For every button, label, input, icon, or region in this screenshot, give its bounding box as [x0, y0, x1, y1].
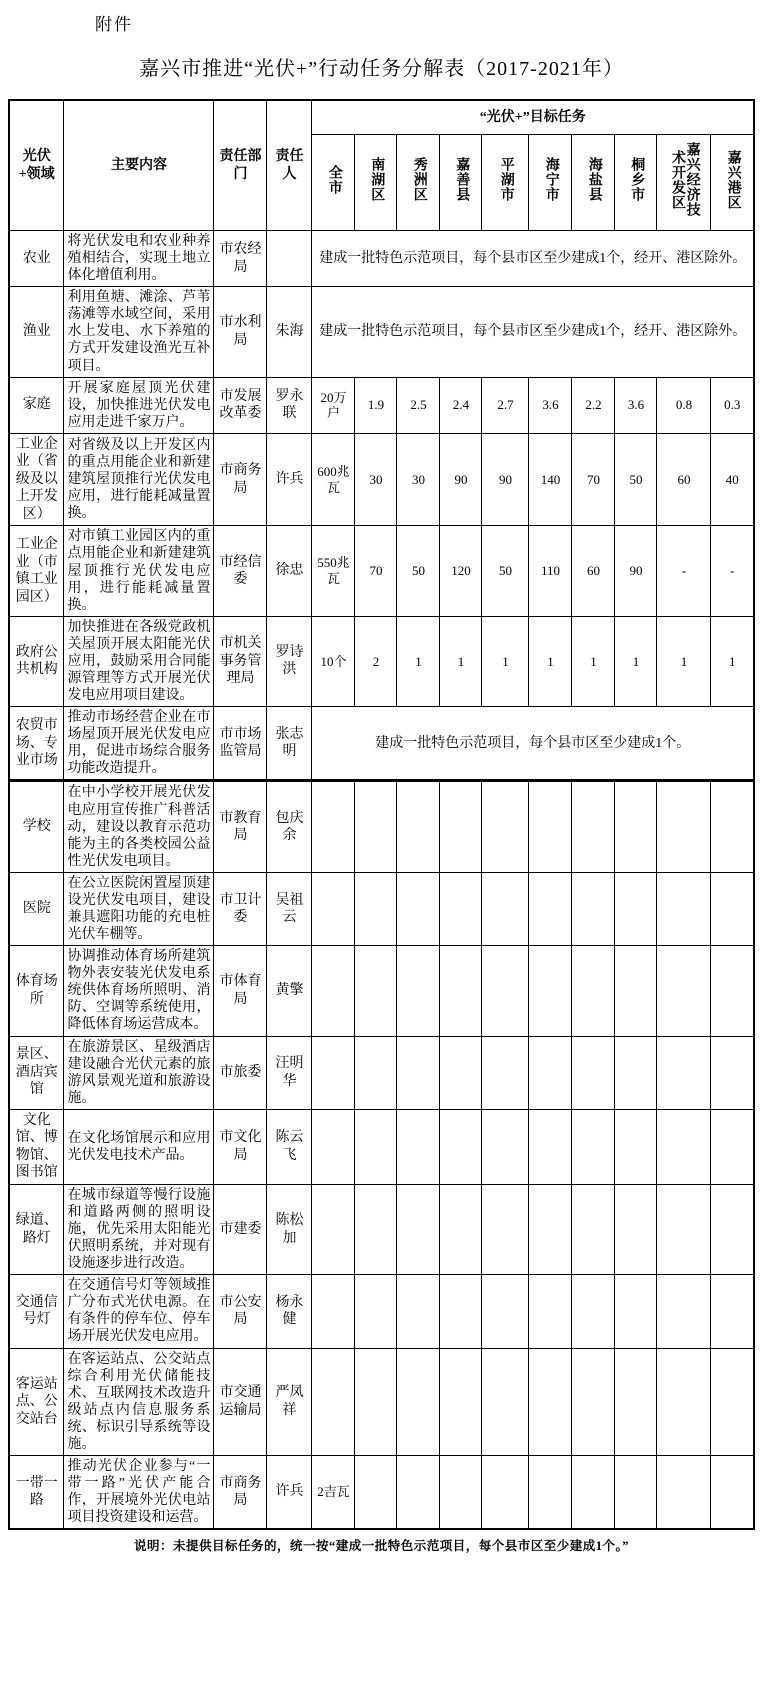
row-department-cell: 市市场监管局: [214, 707, 267, 781]
row-target-cell: [615, 1456, 657, 1530]
task-table-header: [9, 100, 754, 231]
row-department-cell: 市商务局: [214, 433, 267, 526]
row-target-cell: [397, 1109, 440, 1184]
row-target-cell: [397, 1456, 440, 1530]
row-target-cell: [711, 1184, 754, 1274]
row-target-cell: [440, 872, 482, 945]
row-target-cell: [312, 781, 355, 872]
table-row: [9, 526, 754, 616]
row-field-cell: 学校: [9, 781, 64, 872]
row-target-span-cell: 建成一批特色示范项目，每个县市区至少建成1个，经开、港区除外。: [312, 231, 754, 287]
table-row: [9, 1275, 754, 1348]
row-target-cell: [657, 946, 711, 1036]
table-row: [9, 1036, 754, 1109]
row-department-cell: 市商务局: [214, 1456, 267, 1530]
row-department-cell: 市机关事务管理局: [214, 616, 267, 706]
row-target-cell: [397, 1348, 440, 1455]
row-target-cell: [355, 1109, 397, 1184]
header-region-label: 海宁市: [543, 157, 559, 202]
row-target-cell: 3.6: [529, 377, 572, 433]
row-target-cell: 10个: [312, 616, 355, 706]
header-target-group: “光伏+”目标任务: [312, 100, 754, 134]
row-target-cell: [657, 1456, 711, 1530]
row-target-cell: [440, 1275, 482, 1348]
row-target-cell: [615, 1036, 657, 1109]
row-target-cell: [529, 781, 572, 872]
row-department-cell: 市建委: [214, 1184, 267, 1274]
row-target-cell: [615, 1184, 657, 1274]
row-department-cell: 市旅委: [214, 1036, 267, 1109]
table-row: [9, 377, 754, 433]
table-row: [9, 1456, 754, 1530]
row-target-cell: [572, 1036, 615, 1109]
row-target-cell: [529, 1456, 572, 1530]
row-target-cell: [440, 1456, 482, 1530]
header-region-label: 全市: [326, 164, 342, 195]
row-target-cell: 2.4: [440, 377, 482, 433]
row-field-cell: 文化馆、博物馆、图书馆: [9, 1109, 64, 1184]
row-target-cell: [529, 1184, 572, 1274]
task-table: [8, 99, 755, 1530]
row-target-cell: [657, 872, 711, 945]
header-region-label: 桐乡市: [629, 157, 645, 202]
row-target-cell: [711, 1348, 754, 1455]
row-field-cell: 体育场所: [9, 946, 64, 1036]
row-person-cell: 徐忠: [267, 526, 312, 616]
table-row: [9, 781, 754, 872]
row-target-span-cell: 建成一批特色示范项目，每个县市区至少建成1个。: [312, 707, 754, 781]
row-target-cell: 1: [482, 616, 529, 706]
row-field-cell: 交通信号灯: [9, 1275, 64, 1348]
row-content-cell: 利用鱼塘、滩涂、芦苇荡滩等水域空间，采用水上发电、水下养殖的方式开发建设渔光互补项目。: [64, 287, 214, 377]
header-region-pinghu: [482, 134, 529, 231]
row-target-cell: 2.7: [482, 377, 529, 433]
row-person-cell: 许兵: [267, 1456, 312, 1530]
attachment-label: 附件: [95, 15, 133, 34]
row-target-cell: [440, 781, 482, 872]
row-content-cell: 在客运站点、公交站点综合利用光伏储能技术、互联网技术改造升级站点内信息服务系统、标识引导系统等设施。: [64, 1348, 214, 1455]
row-person-cell: 张志明: [267, 707, 312, 781]
row-target-cell: [711, 781, 754, 872]
header-region-jingkai: [657, 134, 711, 231]
row-field-cell: 绿道、路灯: [9, 1184, 64, 1274]
row-person-cell: 陈松加: [267, 1184, 312, 1274]
table-row: [9, 231, 754, 287]
row-target-cell: 70: [355, 526, 397, 616]
table-row: [9, 1348, 754, 1455]
header-region-label: 嘉善县: [454, 157, 470, 202]
row-target-cell: [572, 781, 615, 872]
row-target-cell: [440, 1184, 482, 1274]
row-target-cell: [615, 1348, 657, 1455]
row-target-cell: [711, 1109, 754, 1184]
row-content-cell: 协调推动体育场所建筑物外表安装光伏发电系统供体育场所照明、消防、空调等系统使用，降低体育场运营成本。: [64, 946, 214, 1036]
row-field-cell: 政府公共机构: [9, 616, 64, 706]
row-target-cell: 50: [615, 433, 657, 526]
row-target-cell: [482, 872, 529, 945]
row-field-cell: 客运站点、公交站台: [9, 1348, 64, 1455]
row-target-cell: 600兆瓦: [312, 433, 355, 526]
header-region-label: 嘉兴经济技术开发区: [669, 142, 700, 217]
row-target-cell: [482, 1456, 529, 1530]
row-target-cell: 0.8: [657, 377, 711, 433]
page-title: 嘉兴市推进“光伏+”行动任务分解表（2017-2021年）: [139, 58, 624, 80]
row-person-cell: 罗永联: [267, 377, 312, 433]
row-target-cell: [355, 946, 397, 1036]
row-target-cell: [657, 1275, 711, 1348]
row-target-cell: [482, 1275, 529, 1348]
table-row: [9, 946, 754, 1036]
row-target-cell: [572, 1275, 615, 1348]
header-region-nanhu: [355, 134, 397, 231]
row-field-cell: 医院: [9, 872, 64, 945]
row-target-cell: [572, 1348, 615, 1455]
row-target-cell: [397, 946, 440, 1036]
row-person-cell: 朱海: [267, 287, 312, 377]
header-region-label: 南湖区: [369, 157, 385, 202]
row-content-cell: 开展家庭屋顶光伏建设，加快推进光伏发电应用走进千家万户。: [64, 377, 214, 433]
row-person-cell: 吴祖云: [267, 872, 312, 945]
table-row: [9, 1184, 754, 1274]
row-target-cell: [312, 1275, 355, 1348]
row-content-cell: 将光伏发电和农业种养殖相结合，实现土地立体化增值利用。: [64, 231, 214, 287]
table-row: [9, 616, 754, 706]
row-target-cell: [657, 1184, 711, 1274]
row-field-cell: 一带一路: [9, 1456, 64, 1530]
row-department-cell: 市农经局: [214, 231, 267, 287]
row-field-cell: 农业: [9, 231, 64, 287]
row-target-cell: [397, 1275, 440, 1348]
row-target-cell: [482, 781, 529, 872]
row-target-cell: 140: [529, 433, 572, 526]
header-region-gangqu: [711, 134, 754, 231]
row-target-cell: [657, 1036, 711, 1109]
row-target-cell: [312, 1184, 355, 1274]
row-person-cell: 陈云飞: [267, 1109, 312, 1184]
row-target-cell: [482, 946, 529, 1036]
row-content-cell: 在文化场馆展示和应用光伏发电技术产品。: [64, 1109, 214, 1184]
row-target-cell: 20万户: [312, 377, 355, 433]
row-person-cell: 罗诗洪: [267, 616, 312, 706]
row-target-cell: [711, 1456, 754, 1530]
header-region-label: 海盐县: [586, 157, 602, 202]
row-target-cell: [711, 1275, 754, 1348]
row-target-cell: [482, 1036, 529, 1109]
row-target-cell: 1: [529, 616, 572, 706]
row-target-cell: 60: [657, 433, 711, 526]
row-target-cell: [312, 872, 355, 945]
row-target-cell: [355, 1275, 397, 1348]
row-target-cell: [657, 1348, 711, 1455]
row-target-cell: -: [711, 526, 754, 616]
row-target-cell: 40: [711, 433, 754, 526]
task-table-body: [9, 231, 754, 1530]
row-target-cell: [657, 781, 711, 872]
row-target-cell: [312, 946, 355, 1036]
row-department-cell: 市体育局: [214, 946, 267, 1036]
row-target-cell: 30: [355, 433, 397, 526]
header-person: 责任人: [267, 100, 312, 231]
row-department-cell: 市文化局: [214, 1109, 267, 1184]
row-target-cell: [572, 946, 615, 1036]
row-target-cell: [355, 1036, 397, 1109]
row-content-cell: 在旅游景区、星级酒店建设融合光伏元素的旅游风景观光道和旅游设施。: [64, 1036, 214, 1109]
row-department-cell: 市交通运输局: [214, 1348, 267, 1455]
header-region-jiashan: [440, 134, 482, 231]
row-field-cell: 家庭: [9, 377, 64, 433]
header-region-label: 秀洲区: [411, 157, 427, 202]
row-target-cell: [615, 1275, 657, 1348]
table-row: [9, 287, 754, 377]
row-field-cell: 渔业: [9, 287, 64, 377]
row-target-cell: [440, 946, 482, 1036]
row-content-cell: 在中小学校开展光伏发电应用宣传推广科普活动，建设以教育示范功能为主的各类校园公益性光伏发电项目。: [64, 781, 214, 872]
row-target-cell: [711, 1036, 754, 1109]
header-region-citywide: [312, 134, 355, 231]
row-target-cell: 50: [397, 526, 440, 616]
row-field-cell: 农贸市场、专业市场: [9, 707, 64, 781]
row-target-cell: [397, 872, 440, 945]
header-row-1: [9, 100, 754, 134]
row-person-cell: 黄擎: [267, 946, 312, 1036]
row-target-cell: [615, 1109, 657, 1184]
row-person-cell: 严凤祥: [267, 1348, 312, 1455]
row-content-cell: 推动市场经营企业在市场屋顶开展光伏发电应用，促进市场综合服务功能改造提升。: [64, 707, 214, 781]
row-target-cell: [657, 1109, 711, 1184]
row-department-cell: 市发展改革委: [214, 377, 267, 433]
row-target-cell: [482, 1348, 529, 1455]
row-target-cell: [355, 1184, 397, 1274]
row-target-cell: [615, 872, 657, 945]
row-target-cell: 550兆瓦: [312, 526, 355, 616]
header-content: 主要内容: [64, 100, 214, 231]
row-content-cell: 在公立医院闲置屋顶建设光伏发电项目，建设兼具遮阳功能的充电桩光伏车棚等。: [64, 872, 214, 945]
row-target-cell: [529, 872, 572, 945]
row-content-cell: 在交通信号灯等领域推广分布式光伏电源。在有条件的停车位、停车场开展光伏发电应用。: [64, 1275, 214, 1348]
table-row: [9, 872, 754, 945]
row-target-cell: [355, 1456, 397, 1530]
header-region-xiuzhou: [397, 134, 440, 231]
row-department-cell: 市公安局: [214, 1275, 267, 1348]
row-field-cell: 工业企业（省级及以上开发区）: [9, 433, 64, 526]
header-region-haining: [529, 134, 572, 231]
row-target-cell: [529, 1036, 572, 1109]
row-target-cell: 90: [615, 526, 657, 616]
row-target-cell: [440, 1348, 482, 1455]
row-target-cell: [572, 872, 615, 945]
row-content-cell: 对省级及以上开发区内的重点用能企业和新建建筑屋顶推行光伏发电应用，进行能耗减量置换。: [64, 433, 214, 526]
row-target-cell: 110: [529, 526, 572, 616]
row-target-cell: [355, 781, 397, 872]
header-region-label: 平湖市: [498, 157, 514, 202]
row-target-cell: [711, 946, 754, 1036]
table-row: [9, 707, 754, 781]
header-region-label: 嘉兴港区: [725, 149, 741, 210]
row-target-cell: 120: [440, 526, 482, 616]
row-target-cell: 1: [615, 616, 657, 706]
row-target-cell: [529, 1275, 572, 1348]
row-content-cell: 在城市绿道等慢行设施和道路两侧的照明设施，优先采用太阳能光伏照明系统，并对现有设施逐步进行改造。: [64, 1184, 214, 1274]
header-region-haiyan: [572, 134, 615, 231]
row-target-cell: [615, 946, 657, 1036]
row-person-cell: 汪明华: [267, 1036, 312, 1109]
row-target-cell: 1: [440, 616, 482, 706]
header-department: 责任部门: [214, 100, 267, 231]
row-person-cell: 许兵: [267, 433, 312, 526]
table-row: [9, 1109, 754, 1184]
row-target-cell: 90: [440, 433, 482, 526]
row-target-cell: [572, 1456, 615, 1530]
row-department-cell: 市教育局: [214, 781, 267, 872]
row-target-cell: 2.2: [572, 377, 615, 433]
row-target-cell: [440, 1109, 482, 1184]
row-person-cell: 包庆余: [267, 781, 312, 872]
row-target-cell: [482, 1109, 529, 1184]
row-field-cell: 景区、酒店宾馆: [9, 1036, 64, 1109]
row-department-cell: 市水利局: [214, 287, 267, 377]
row-target-cell: 90: [482, 433, 529, 526]
row-target-cell: 2吉瓦: [312, 1456, 355, 1530]
row-content-cell: 对市镇工业园区内的重点用能企业和新建建筑屋顶推行光伏发电应用，进行能耗减量置换。: [64, 526, 214, 616]
row-target-cell: [440, 1036, 482, 1109]
row-target-cell: 50: [482, 526, 529, 616]
row-content-cell: 加快推进在各级党政机关屋顶开展太阳能光伏应用，鼓励采用合同能源管理等方式开展光伏发电应用项目建设。: [64, 616, 214, 706]
row-target-cell: [355, 872, 397, 945]
row-target-cell: [711, 872, 754, 945]
row-content-cell: 推动光伏企业参与“一带一路”光伏产能合作，开展境外光伏电站项目投资建设和运营。: [64, 1456, 214, 1530]
header-region-tongxiang: [615, 134, 657, 231]
row-target-cell: [572, 1109, 615, 1184]
row-target-cell: [397, 1036, 440, 1109]
row-target-cell: 1: [572, 616, 615, 706]
row-target-cell: [397, 1184, 440, 1274]
row-target-cell: 1: [657, 616, 711, 706]
row-target-cell: [572, 1184, 615, 1274]
row-target-cell: 60: [572, 526, 615, 616]
row-person-cell: [267, 231, 312, 287]
row-department-cell: 市卫计委: [214, 872, 267, 945]
row-target-cell: 30: [397, 433, 440, 526]
row-target-cell: [482, 1184, 529, 1274]
row-target-cell: 1: [711, 616, 754, 706]
row-department-cell: 市经信委: [214, 526, 267, 616]
row-target-cell: [312, 1348, 355, 1455]
row-target-cell: [355, 1348, 397, 1455]
row-target-cell: 70: [572, 433, 615, 526]
row-target-cell: 2: [355, 616, 397, 706]
row-field-cell: 工业企业（市镇工业园区）: [9, 526, 64, 616]
footnote: 说明：未提供目标任务的，统一按“建成一批特色示范项目，每个县市区至少建成1个。”: [133, 1539, 629, 1554]
row-target-cell: [529, 946, 572, 1036]
row-target-cell: [529, 1348, 572, 1455]
row-target-cell: [615, 781, 657, 872]
row-target-cell: -: [657, 526, 711, 616]
header-field: 光伏+领域: [9, 100, 64, 231]
row-target-cell: 1: [397, 616, 440, 706]
row-target-cell: 3.6: [615, 377, 657, 433]
row-target-cell: [312, 1109, 355, 1184]
row-target-cell: [529, 1109, 572, 1184]
row-target-cell: 1.9: [355, 377, 397, 433]
row-person-cell: 杨永健: [267, 1275, 312, 1348]
table-row: [9, 433, 754, 526]
row-target-span-cell: 建成一批特色示范项目，每个县市区至少建成1个，经开、港区除外。: [312, 287, 754, 377]
row-target-cell: 2.5: [397, 377, 440, 433]
row-target-cell: [397, 781, 440, 872]
row-target-cell: 0.3: [711, 377, 754, 433]
row-target-cell: [312, 1036, 355, 1109]
